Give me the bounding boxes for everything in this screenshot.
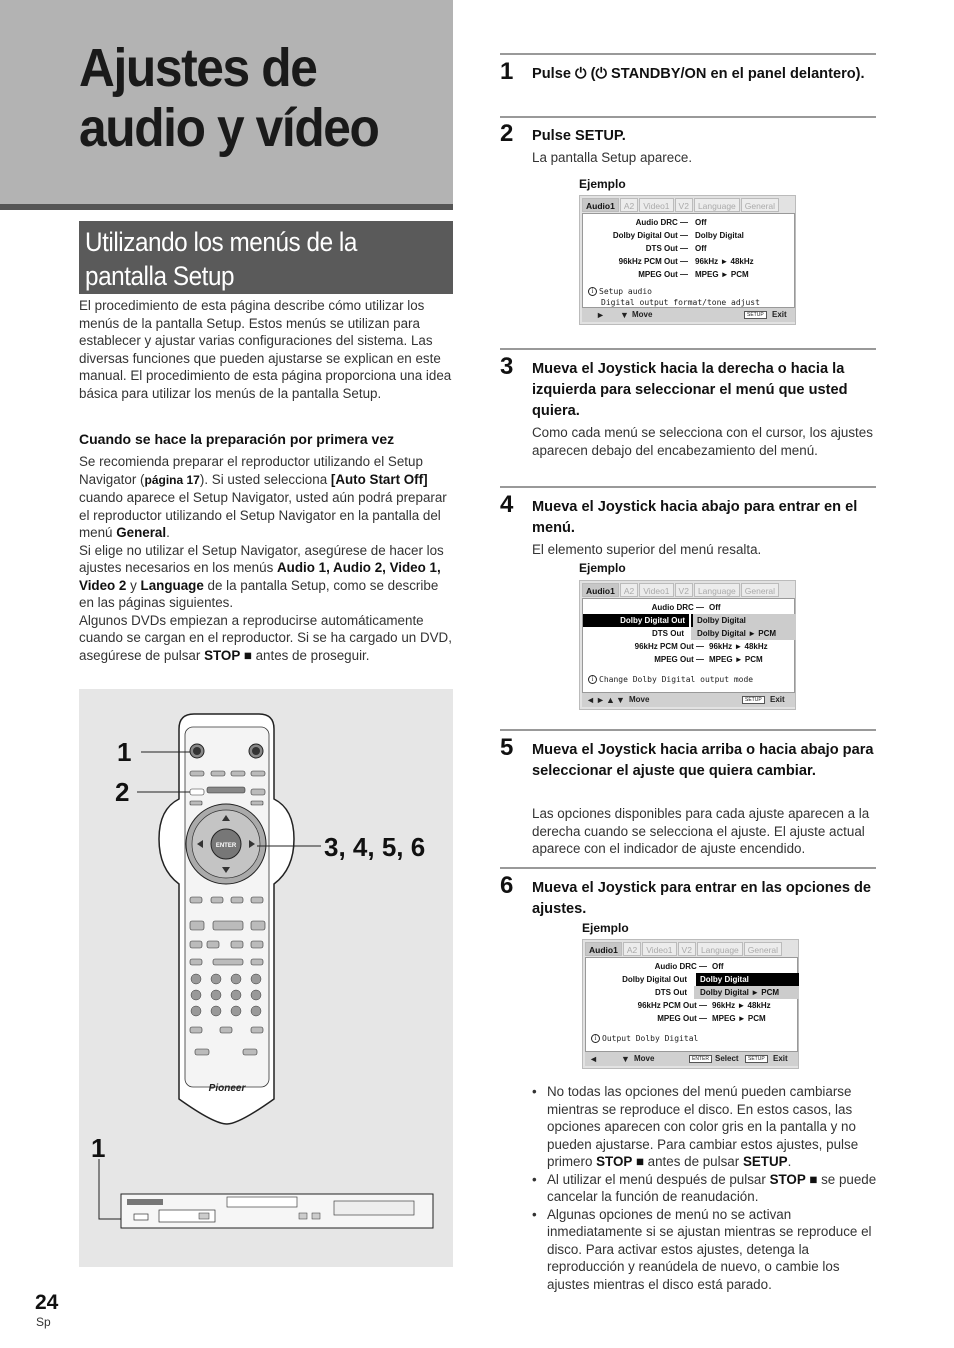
first-time-heading: Cuando se hace la preparación por primera vez [79, 431, 395, 447]
down-arrow-icon: ▼ [620, 310, 629, 320]
title-divider [0, 204, 453, 210]
step-3-rule [500, 348, 876, 350]
step-5-body: Las opciones disponibles para cada ajuste aparecen a la derecha cuando se selecciona el ajuste. El ajuste actual aparece con el indicador de ajuste encendido. [532, 806, 870, 856]
down-arrow-icon: ▼ [621, 1054, 630, 1064]
setup-screen-example-3 [582, 939, 799, 1069]
tab-a2: A2 [620, 583, 638, 597]
setup-tabs [585, 942, 783, 956]
up-arrow-icon: ▲ [606, 695, 615, 705]
tab-video1: Video1 [642, 942, 676, 956]
page-number: 24 [35, 1291, 59, 1314]
tab-general: General [741, 198, 779, 212]
tab-audio1: Audio1 [585, 942, 622, 956]
page-language: Sp [36, 1315, 51, 1329]
step-3-title: Mueva el Joystick hacia la derecha o hacia la izquierda para seleccionar el menú que usted quiera. [532, 361, 848, 419]
notes-list [532, 1083, 877, 1293]
menu-row: 96kHz PCM Out — 96kHz ► 48kHz [634, 642, 768, 651]
section-heading [79, 221, 453, 294]
example-label-1: Ejemplo [579, 177, 626, 191]
setup-menu-area [585, 957, 798, 1052]
tab-audio1: Audio1 [582, 198, 619, 212]
svg-text:ENTER: ENTER [215, 843, 237, 849]
section-heading-line2: pantalla Setup [85, 261, 235, 291]
down-arrow-icon: ▼ [616, 695, 625, 705]
right-arrow-icon: ► [596, 310, 605, 320]
tab-language: Language [694, 198, 740, 212]
step-5-title: Mueva el Joystick hacia arriba o hacia abajo para seleccionar el ajuste que quiera cambiar. [532, 742, 874, 779]
note-item: • Al utilizar el menú después de pulsar STOP ■ se puede cancelar la función de reanudación. [532, 1171, 877, 1206]
setup-tabs [582, 583, 780, 597]
callout-step-1-top: 1 [117, 737, 132, 767]
callout-step-2: 2 [115, 777, 130, 807]
info-icon: i [591, 1034, 600, 1043]
callout-step-1-bottom: 1 [91, 1133, 106, 1163]
step-6-rule [500, 867, 876, 869]
step-2-title: Pulse SETUP. [532, 128, 626, 144]
tab-a2: A2 [623, 942, 641, 956]
setup-key-icon: SETUP [744, 311, 767, 319]
tab-a2: A2 [620, 198, 638, 212]
nav-bar: ◄ ► ▲ ▼ Move SETUP Exit [582, 693, 795, 707]
enter-key-icon: ENTER [689, 1055, 712, 1063]
example-label-3: Ejemplo [582, 921, 629, 935]
setup-menu-area [582, 213, 795, 308]
menu-row: 96kHz PCM Out — 96kHz ► 48kHz [618, 257, 754, 266]
setup-key-icon: SETUP [745, 1055, 768, 1063]
menu-row: Audio DRC — Off [635, 218, 707, 227]
tab-video1: Video1 [639, 198, 673, 212]
intro-paragraph: El procedimiento de esta página describe cómo utilizar los menús de la pantalla Setup. Estos menús se utilizan para establecer y ajustar varias configuraciones del sistema. Las diversas funciones que pueden ajustarse se explican en este manual. El procedimiento de esta página proporciona una idea básica para utilizar los menús de la pantalla Setup. [79, 298, 452, 401]
step-3-number: 3 [500, 353, 514, 380]
page-title-line2: audio y vídeo [79, 98, 379, 158]
tab-language: Language [697, 942, 743, 956]
tab-v2: V2 [675, 583, 693, 597]
tab-v2: V2 [678, 942, 696, 956]
menu-row-selected: Dolby Digital Out Dolby Digital [583, 614, 794, 627]
tab-general: General [744, 942, 782, 956]
remote-illustration [79, 689, 453, 1267]
step-6-title: Mueva el Joystick para entrar en las opciones de ajustes. [532, 880, 872, 917]
step-2-number: 2 [500, 120, 514, 147]
step-3-body: Como cada menú se selecciona con el cursor, los ajustes aparecen debajo del encabezamiento del menú. [532, 425, 873, 458]
info-icon: i [588, 675, 597, 684]
callout-steps-3-6: 3, 4, 5, 6 [324, 832, 426, 862]
step-2-rule [500, 116, 876, 118]
tab-video1: Video1 [639, 583, 673, 597]
step-1-rule [500, 53, 876, 55]
info-text: i Change Dolby Digital output mode [588, 674, 753, 685]
menu-row: DTS Out — Off [645, 244, 707, 253]
setup-screen-example-1 [579, 195, 796, 325]
step-5-rule [500, 729, 876, 731]
menu-row: Dolby Digital Out — Dolby Digital [612, 231, 744, 240]
setup-menu-area [582, 598, 795, 693]
step-4-rule [500, 486, 876, 488]
tab-audio1: Audio1 [582, 583, 619, 597]
setup-tabs [582, 198, 780, 212]
left-arrow-icon: ◄ [586, 695, 595, 705]
section-heading-line1: Utilizando los menús de la [85, 227, 357, 257]
page-title [79, 38, 379, 158]
example-label-2: Ejemplo [579, 561, 626, 575]
first-time-text: Se recomienda preparar el reproductor utilizando el Setup Navigator (página 17). Si usted selecciona [Auto Start Off] cuando aparece el Setup Navigator, usted aún podrá preparar el reproductor utilizando el Setup Navigator en la pantalla del menú General. Si elige no utilizar el Setup Navigator, asegúrese de hacer los ajustes necesarios en los menús Audio 1, Audio 2, Video 1, Video 2 y Language de la pantalla Setup, como se describe en las páginas siguientes. Algunos DVDs empiezan a reproducirse automáticamente cuando se cargan en el reproductor. Si se ha cargado un DVD, asegúrese de pulsar STOP ■ antes de proseguir. [79, 454, 452, 663]
menu-row: DTS Out Dolby Digital ► PCM [583, 627, 794, 640]
right-arrow-icon: ► [596, 695, 605, 705]
step-4-title: Mueva el Joystick hacia abajo para entrar en el menú. [532, 499, 858, 536]
page-title-line1: Ajustes de [79, 38, 317, 98]
info-icon: i [588, 287, 597, 296]
menu-row-selected: Dolby Digital Out Dolby Digital [586, 973, 797, 986]
info-text: i Output Dolby Digital [591, 1033, 698, 1044]
menu-row: DTS Out Dolby Digital ► PCM [586, 986, 797, 999]
step-5-number: 5 [500, 734, 514, 761]
remote-and-player-drawing [79, 689, 453, 1267]
menu-row: 96kHz PCM Out — 96kHz ► 48kHz [637, 1001, 771, 1010]
step-4-body: El elemento superior del menú resalta. [532, 542, 762, 557]
setup-key-icon: SETUP [742, 696, 765, 704]
menu-row: Audio DRC — Off [651, 603, 721, 612]
tab-v2: V2 [675, 198, 693, 212]
nav-bar: ► ▼ Move SETUP Exit [582, 308, 795, 322]
note-item: • Algunas opciones de menú no se activan inmediatamente si se ajustan mientras se reproduce el disco. Para activar estos ajustes, detenga la reproducción y reanúdela de nuevo, o cambie los ajustes mientras el disco está parado. [532, 1206, 877, 1294]
note-item: • No todas las opciones del menú pueden cambiarse mientras se reproduce el disco. En estos casos, las opciones aparecen con color gris en la pantalla y no pueden ajustarse. Para cambiar estos ajustes, pulse primero STOP ■ antes de pulsar SETUP. [532, 1083, 877, 1171]
tab-general: General [741, 583, 779, 597]
step-4-number: 4 [500, 491, 514, 518]
menu-row: MPEG Out — MPEG ► PCM [657, 1014, 766, 1023]
menu-row: MPEG Out — MPEG ► PCM [638, 270, 749, 279]
remote-brand: Pioneer [208, 1083, 246, 1094]
menu-row: MPEG Out — MPEG ► PCM [654, 655, 763, 664]
menu-row: Audio DRC — Off [654, 962, 724, 971]
step-2-body: La pantalla Setup aparece. [532, 150, 693, 165]
info-text: i Setup audio Digital output format/tone adjust [588, 286, 760, 308]
step-6-number: 6 [500, 872, 514, 899]
setup-screen-example-2 [579, 580, 796, 710]
step-1-number: 1 [500, 58, 514, 85]
left-arrow-icon: ◄ [589, 1054, 598, 1064]
tab-language: Language [694, 583, 740, 597]
nav-bar: ◄ ▼ Move ENTER Select SETUP Exit [585, 1052, 798, 1066]
step-1-title: Pulse ⏻ (⏻ STANDBY/ON en el panel delantero). [532, 66, 865, 82]
